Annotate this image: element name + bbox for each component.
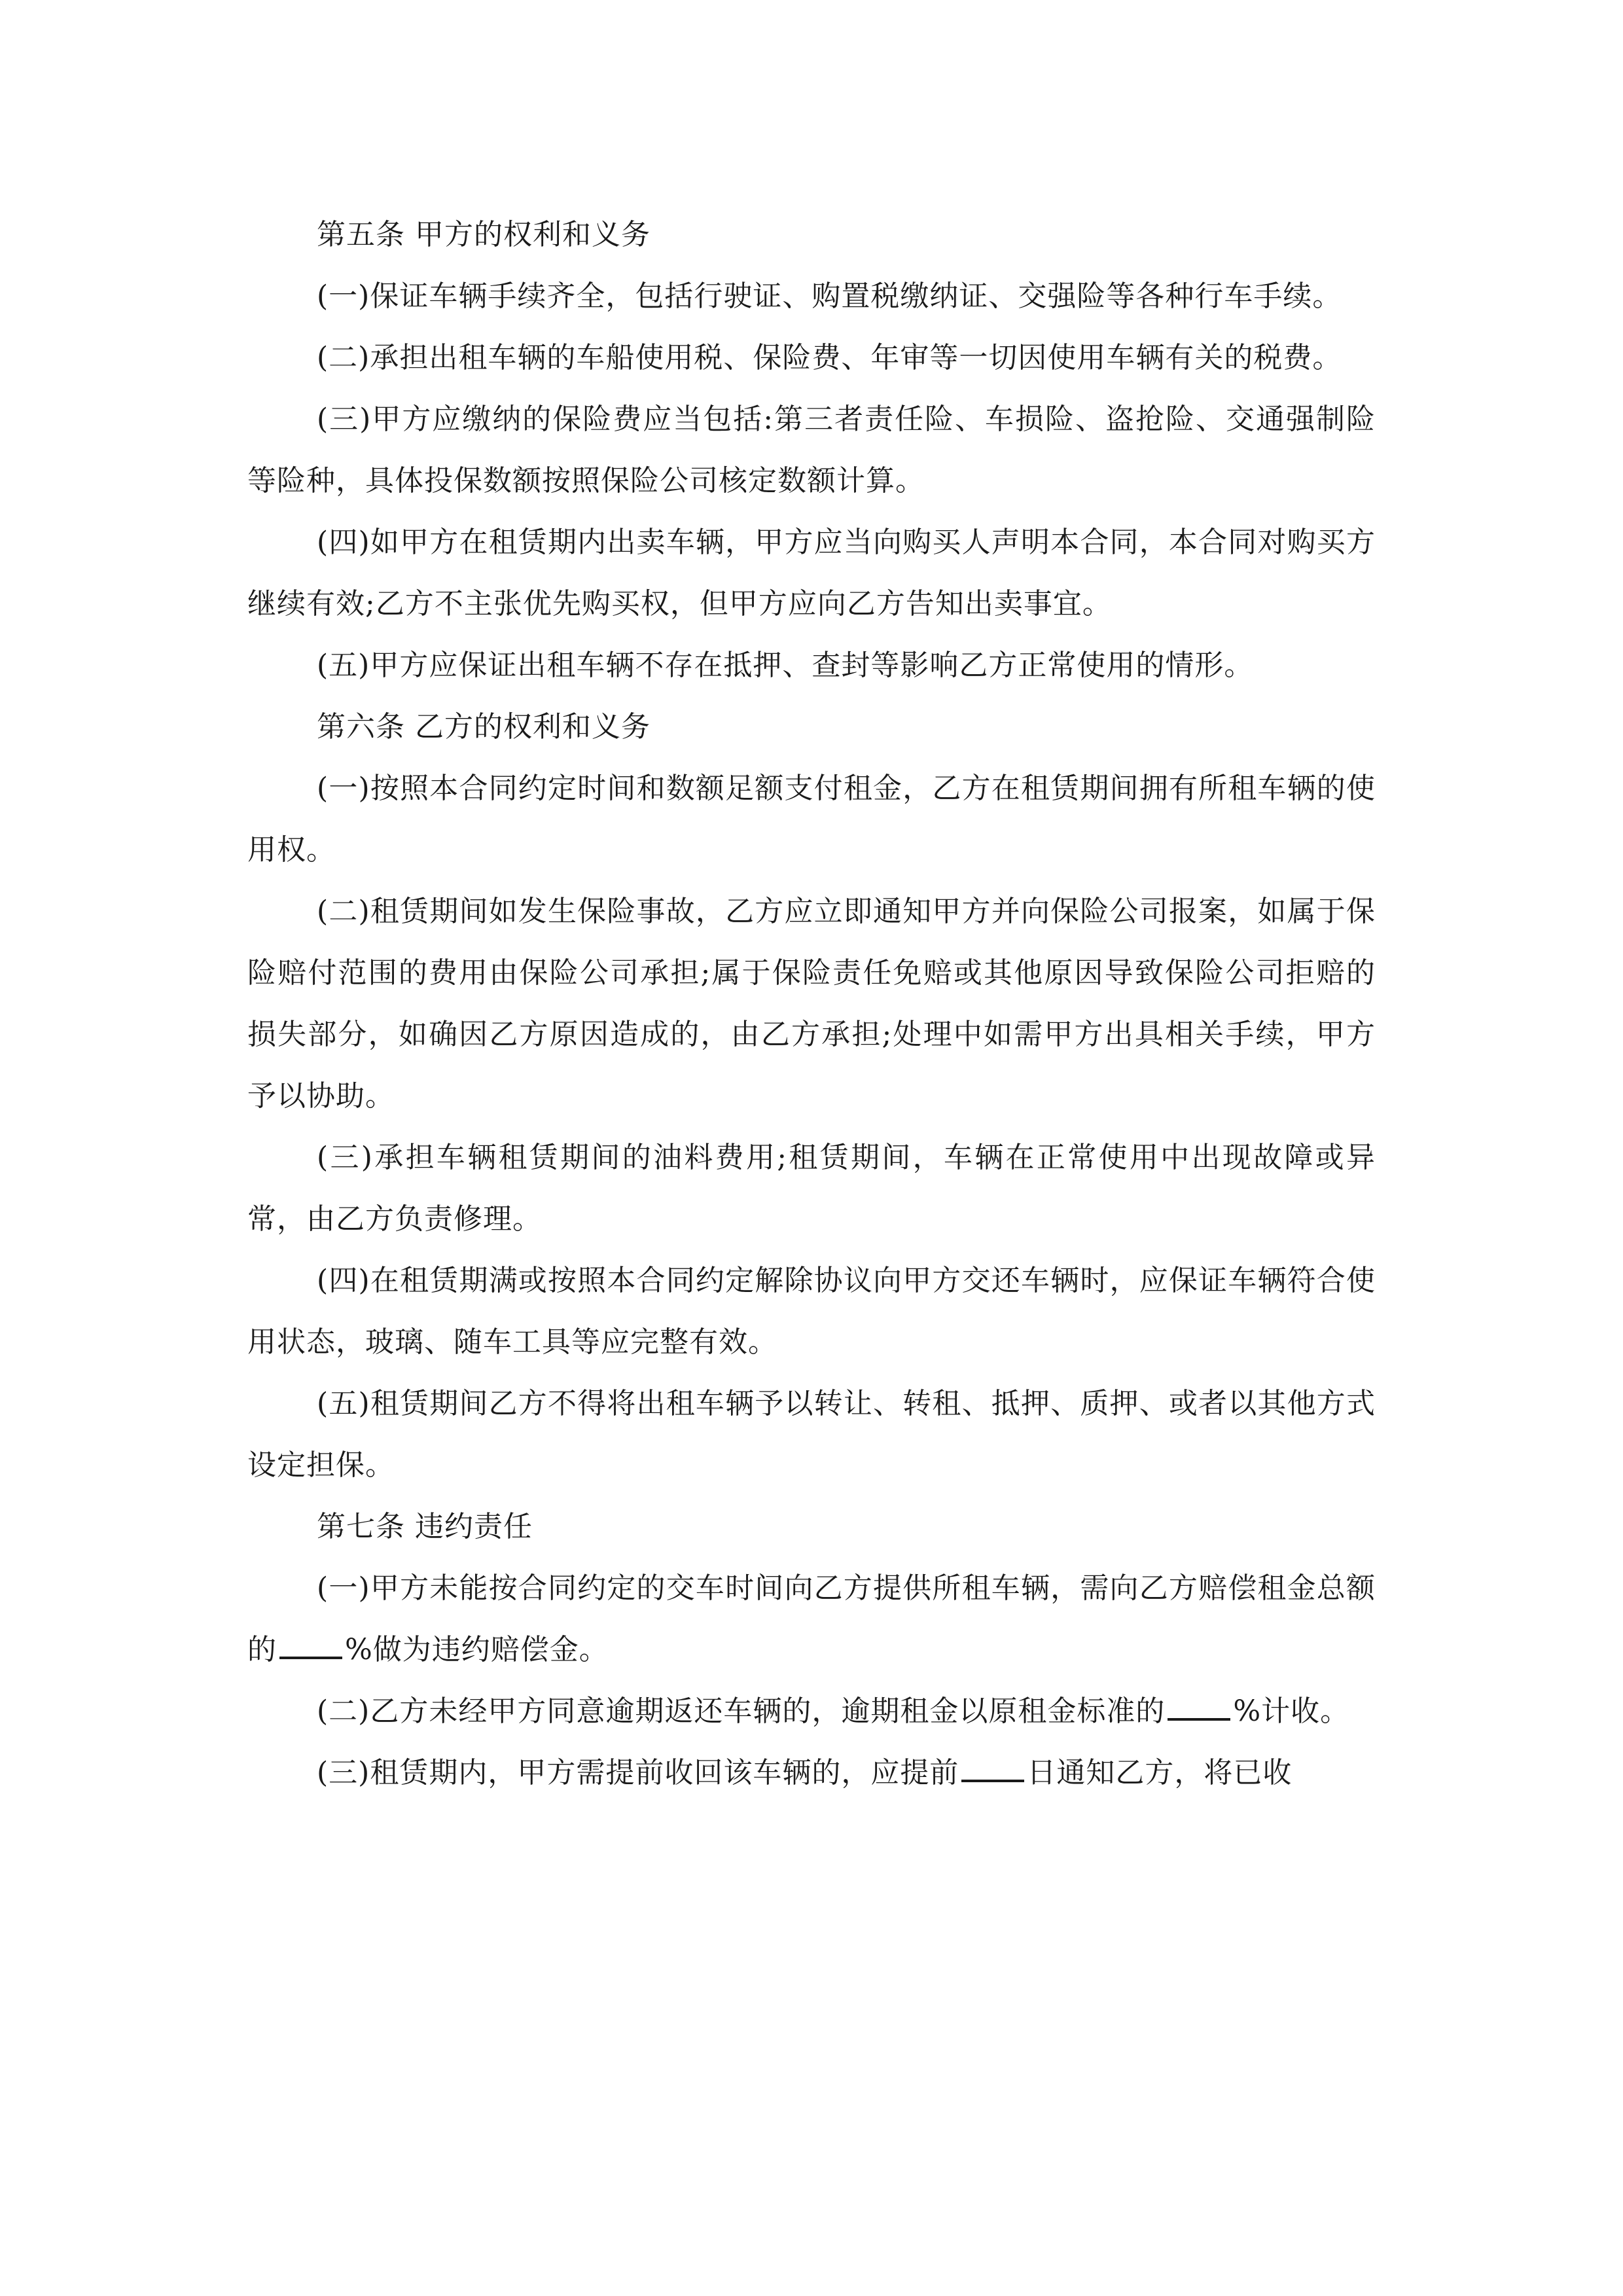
article-6-clause-2: (二)租赁期间如发生保险事故，乙方应立即通知甲方并向保险公司报案，如属于保险赔付范围的费用由保险公司承担;属于保险责任免赔或其他原因导致保险公司拒赔的损失部分，如确因乙方原因造成的，由乙方承担;处理中如需甲方出具相关手续，甲方予以协助。 [247,895,1376,1113]
article-5-clause-3: (三)甲方应缴纳的保险费应当包括:第三者责任险、车损险、盗抢险、交通强制险等险种，具体投保数额按照保险公司核定数额计算。 [247,403,1376,497]
article-6-clause-5: (五)租赁期间乙方不得将出租车辆予以转让、转租、抵押、质押、或者以其他方式设定担保。 [247,1387,1376,1482]
article-7-clause-2 [247,1681,1376,1742]
article-6-clause-3: (三)承担车辆租赁期间的油料费用;租赁期间，车辆在正常使用中出现故障或异常，由乙方负责修理。 [247,1141,1376,1236]
article-6-clause-1: (一)按照本合同约定时间和数额足额支付租金，乙方在租赁期间拥有所租车辆的使用权。 [247,772,1376,867]
clause-text: %计收。 [1233,1695,1350,1728]
article-6-title: 第六条 乙方的权利和义务 [317,710,651,744]
article-7-title: 第七条 违约责任 [317,1510,533,1543]
article-7-clause-1 [247,1558,1376,1681]
clause-text: (一)甲方未能按合同约定的交车时间向乙方提供所租车辆，需向乙方赔偿租金总额的 [247,1571,1376,1666]
article-5-clause-2: (二)承担出租车辆的车船使用税、保险费、年审等一切因使用车辆有关的税费。 [317,341,1342,374]
fill-in-blank[interactable] [1168,1698,1230,1721]
document-body [247,204,1376,1804]
fill-in-blank[interactable] [961,1760,1024,1782]
fill-in-blank[interactable] [279,1637,342,1659]
clause-text: (二)乙方未经甲方同意逾期返还车辆的，逾期租金以原租金标准的 [317,1695,1166,1728]
article-6-clause-4: (四)在租赁期满或按照本合同约定解除协议向甲方交还车辆时，应保证车辆符合使用状态，玻璃、随车工具等应完整有效。 [247,1264,1376,1359]
article-5-clause-1: (一)保证车辆手续齐全，包括行驶证、购置税缴纳证、交强险等各种行车手续。 [317,279,1342,313]
article-5-clause-5: (五)甲方应保证出租车辆不存在抵押、查封等影响乙方正常使用的情形。 [317,649,1254,682]
clause-text: %做为违约赔偿金。 [345,1633,609,1666]
article-5-title: 第五条 甲方的权利和义务 [317,218,651,251]
article-7-clause-3 [247,1742,1376,1804]
clause-text: 日通知乙方，将已收 [1027,1756,1293,1789]
clause-text: (三)租赁期内，甲方需提前收回该车辆的，应提前 [317,1756,959,1789]
article-5-clause-4: (四)如甲方在租赁期内出卖车辆，甲方应当向购买人声明本合同，本合同对购买方继续有效;乙方不主张优先购买权，但甲方应向乙方告知出卖事宜。 [247,526,1376,620]
